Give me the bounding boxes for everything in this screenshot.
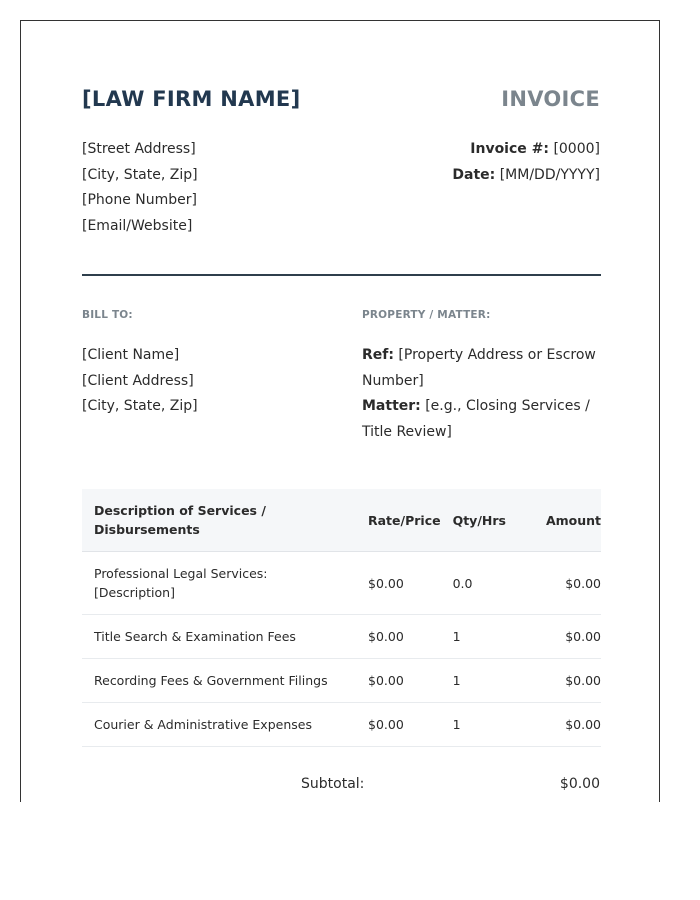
row-rate: $0.00 bbox=[356, 552, 441, 615]
bill-to-label: BILL TO: bbox=[82, 309, 133, 321]
property-matter-label: PROPERTY / MATTER: bbox=[362, 309, 491, 321]
invoice-meta-block bbox=[452, 137, 600, 188]
table-header-row bbox=[82, 489, 601, 552]
invoice-page bbox=[20, 20, 660, 802]
services-table bbox=[82, 489, 601, 747]
header-amount: Amount bbox=[513, 489, 601, 552]
table-row bbox=[82, 659, 601, 703]
header-qty: Qty/Hrs bbox=[441, 489, 513, 552]
row-amount: $0.00 bbox=[513, 552, 601, 615]
row-description: Courier & Administrative Expenses bbox=[82, 703, 356, 747]
invoice-number-label: Invoice #: bbox=[470, 141, 549, 157]
row-qty: 1 bbox=[441, 659, 513, 703]
invoice-number-value: [0000] bbox=[553, 141, 600, 157]
invoice-date-label: Date: bbox=[452, 166, 496, 183]
row-qty: 0.0 bbox=[441, 552, 513, 615]
subtotal-label: Subtotal: bbox=[301, 776, 365, 792]
header-divider bbox=[82, 274, 601, 276]
row-amount: $0.00 bbox=[513, 615, 601, 659]
property-matter-value: [e.g., Closing Services / Title Review] bbox=[362, 398, 590, 441]
firm-city: [City, State, Zip] bbox=[82, 166, 198, 183]
row-description: Recording Fees & Government Filings bbox=[82, 659, 356, 703]
client-name: [Client Name] bbox=[82, 347, 180, 363]
document-title: INVOICE bbox=[501, 87, 600, 111]
property-ref-label: Ref: bbox=[362, 347, 394, 363]
firm-name: [LAW FIRM NAME] bbox=[82, 87, 301, 111]
row-qty: 1 bbox=[441, 703, 513, 747]
client-city: [City, State, Zip] bbox=[82, 398, 198, 415]
property-ref bbox=[362, 343, 607, 394]
row-qty: 1 bbox=[441, 615, 513, 659]
firm-phone: [Phone Number] bbox=[82, 192, 197, 209]
firm-email: [Email/Website] bbox=[82, 218, 193, 235]
row-amount: $0.00 bbox=[513, 659, 601, 703]
firm-address-block bbox=[82, 137, 198, 240]
table-row bbox=[82, 703, 601, 747]
property-matter-block bbox=[362, 343, 607, 446]
row-description: Professional Legal Services: [Description] bbox=[82, 552, 356, 615]
header-rate: Rate/Price bbox=[356, 489, 441, 552]
row-rate: $0.00 bbox=[356, 659, 441, 703]
property-matter-label-inline: Matter: bbox=[362, 398, 421, 415]
property-matter bbox=[362, 394, 607, 445]
firm-street: [Street Address] bbox=[82, 141, 196, 157]
table-row bbox=[82, 552, 601, 615]
invoice-date-value: [MM/DD/YYYY] bbox=[499, 166, 600, 183]
subtotal-value: $0.00 bbox=[559, 776, 600, 792]
table-row bbox=[82, 615, 601, 659]
row-rate: $0.00 bbox=[356, 615, 441, 659]
property-ref-value: [Property Address or Escrow Number] bbox=[362, 347, 596, 389]
client-address: [Client Address] bbox=[82, 372, 194, 389]
invoice-date bbox=[452, 163, 600, 189]
row-rate: $0.00 bbox=[356, 703, 441, 747]
row-description: Title Search & Examination Fees bbox=[82, 615, 356, 659]
bill-to-block bbox=[82, 343, 198, 420]
invoice-number bbox=[452, 137, 600, 163]
header-description: Description of Services / Disbursements bbox=[82, 489, 356, 552]
row-amount: $0.00 bbox=[513, 703, 601, 747]
